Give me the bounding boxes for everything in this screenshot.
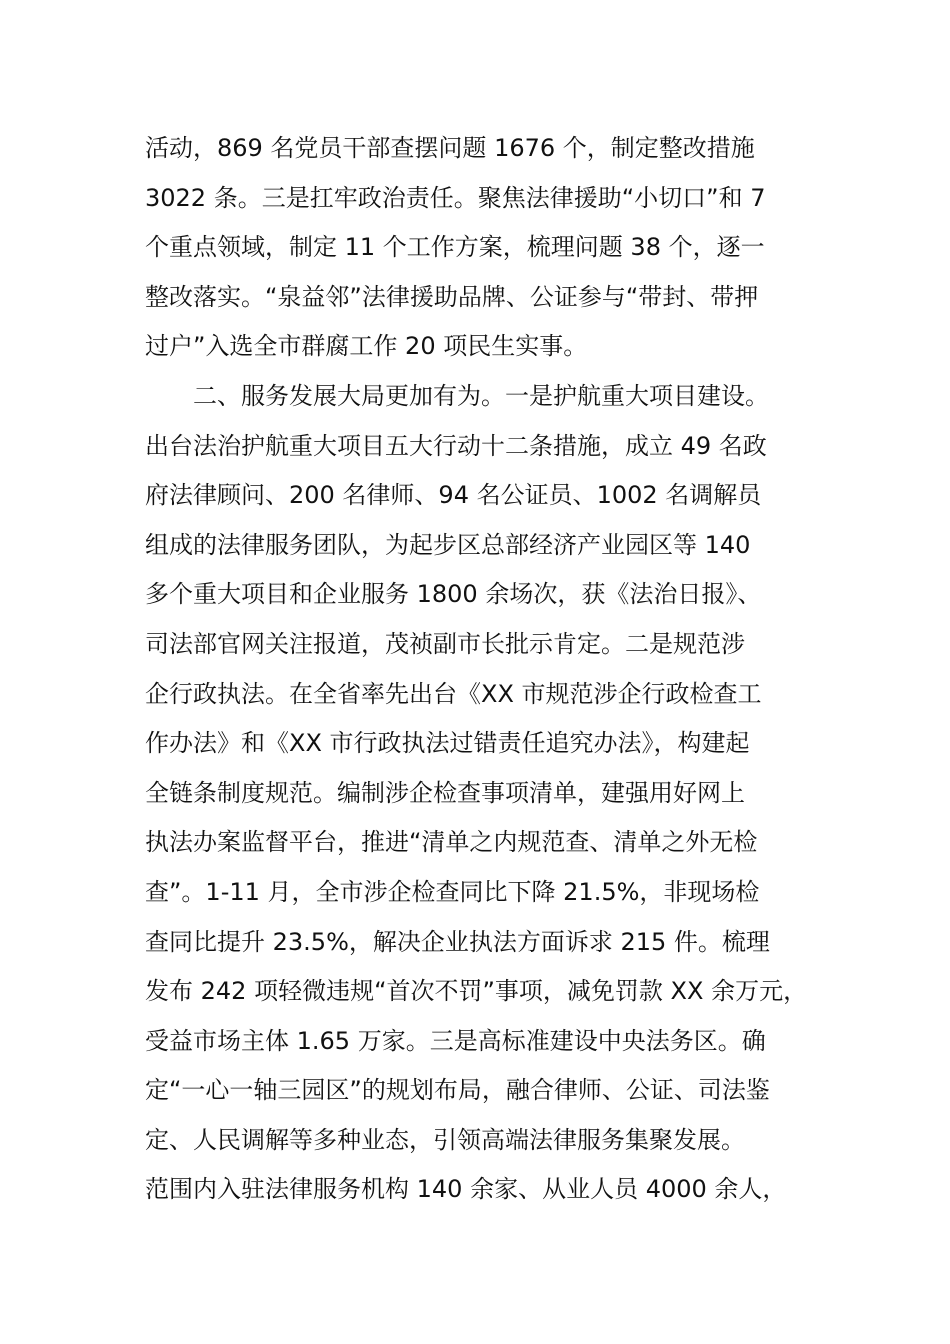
- text-line: 府法律顾问、200 名律师、94 名公证员、1002 名调解员: [145, 481, 762, 510]
- section-heading-line: 二、服务发展大局更加有为。一是护航重大项目建设。: [193, 381, 769, 410]
- text-line: 受益市场主体 1.65 万家。三是高标准建设中央法务区。确: [145, 1026, 766, 1055]
- text-line: 执法办案监督平台，推进“清单之内规范查、清单之外无检: [145, 828, 758, 857]
- text-line: 企行政执法。在全省率先出台《XX 市规范涉企行政检查工: [145, 679, 762, 708]
- text-line: 司法部官网关注报道，茂祯副市长批示肯定。二是规范涉: [145, 629, 745, 658]
- body-text: [145, 124, 835, 1215]
- text-line: 定、人民调解等多种业态，引领高端法律服务集聚发展。: [145, 1125, 745, 1154]
- text-line: 查”。1-11 月，全市涉企检查同比下降 21.5%，非现场检: [145, 877, 760, 906]
- text-line: 多个重大项目和企业服务 1800 余场次，获《法治日报》、: [145, 580, 762, 609]
- text-line: 过户”入选全市群腐工作 20 项民生实事。: [145, 332, 588, 361]
- text-line: 个重点领域，制定 11 个工作方案，梳理问题 38 个，逐一: [145, 233, 765, 262]
- text-line: 组成的法律服务团队，为起步区总部经济产业园区等 140: [145, 530, 751, 559]
- text-line: 作办法》和《XX 市行政执法过错责任追究办法》，构建起: [145, 729, 750, 758]
- text-line: 全链条制度规范。编制涉企检查事项清单，建强用好网上: [145, 778, 745, 807]
- text-line: 发布 242 项轻微违规“首次不罚”事项，减免罚款 XX 余万元，: [145, 977, 808, 1006]
- text-line: 活动，869 名党员干部查摆问题 1676 个，制定整改措施: [145, 134, 755, 162]
- text-line: 定“一心一轴三园区”的规划布局，融合律师、公证、司法鉴: [145, 1076, 770, 1105]
- text-line: 整改落实。“泉益邻”法律援助品牌、公证参与“带封、带押: [145, 282, 759, 311]
- text-line: 范围内入驻法律服务机构 140 余家、从业人员 4000 余人，: [145, 1175, 787, 1204]
- text-line: 3022 条。三是扛牢政治责任。聚焦法律援助“小切口”和 7: [145, 183, 766, 212]
- text-line: 出台法治护航重大项目五大行动十二条措施，成立 49 名政: [145, 431, 767, 460]
- text-line: 查同比提升 23.5%，解决企业执法方面诉求 215 件。梳理: [145, 927, 770, 956]
